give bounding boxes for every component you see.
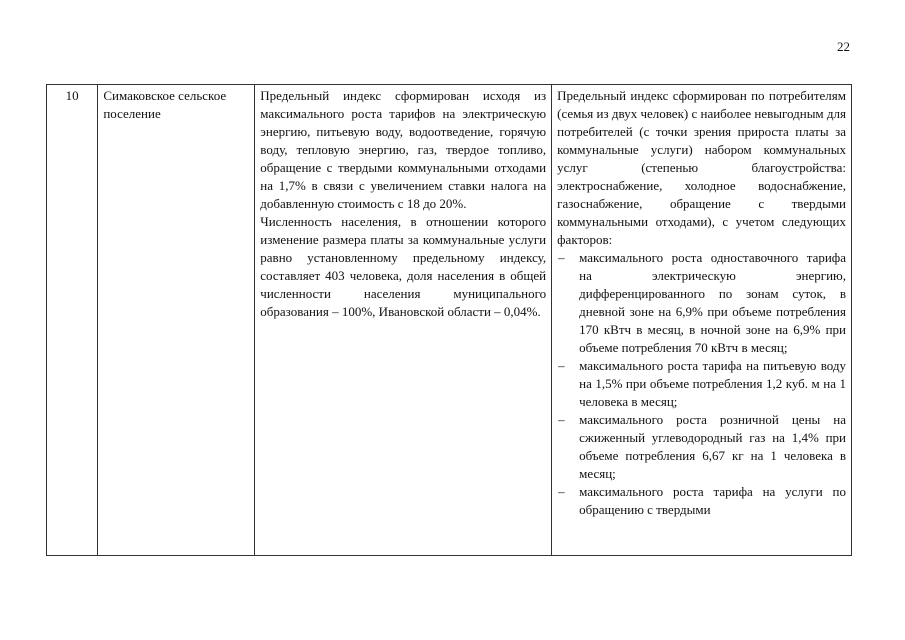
factor-text: максимального роста розничной цены на сжиженный углеводородный газ на 1,4% при объеме потребления 6,67 кг на 1 человека в месяц;	[579, 412, 846, 481]
row-number-cell: 10	[47, 85, 98, 556]
list-item	[557, 483, 846, 519]
factors-list	[557, 249, 846, 519]
population-paragraph: Численность населения, в отношении которого изменение размера платы за коммунальные услуги равно установленному предельному индексу, составляет 403 человека, доля населения в общей численности населения муниципального образования – 100%, Ивановской области – 0,04%.	[260, 214, 547, 319]
list-dash: –	[558, 412, 565, 427]
settlement-name-cell: Симаковское сельское поселение	[98, 85, 255, 556]
factor-text: максимального роста тарифа на питьевую воду на 1,5% при объеме потребления 1,2 куб. м на 1 человека в месяц;	[579, 358, 846, 409]
factor-text: максимального роста тарифа на услуги по обращению с твердыми	[579, 484, 846, 517]
list-dash: –	[558, 484, 565, 499]
list-dash: –	[558, 358, 565, 373]
tariff-index-table	[46, 84, 852, 556]
list-item	[557, 357, 846, 411]
justification-cell	[255, 85, 552, 556]
table-row	[47, 85, 852, 556]
list-item	[557, 249, 846, 357]
page-number: 22	[837, 39, 850, 54]
conditions-intro: Предельный индекс сформирован по потребителям (семья из двух человек) с наиболее невыгодным для потребителей (с точки зрения прироста платы за коммунальные услуги) набором коммунальных услуг (степенью благоустройства: электроснабжение, холодное водоснабжение, газоснабжение, обращение с твердыми коммунальными отходами), с учетом следующих факторов:	[557, 88, 846, 247]
list-dash: –	[558, 250, 565, 265]
factor-text: максимального роста одноставочного тарифа на электрическую энергию, дифференцированного по зонам суток, в дневной зоне на 6,9% при объеме потребления 170 кВтч в месяц, в ночной зоне на 6,9% при объеме потребления 70 кВтч в месяц;	[579, 250, 846, 355]
conditions-cell	[552, 85, 852, 556]
justification-paragraph: Предельный индекс сформирован исходя из максимального роста тарифов на электрическую энергию, питьевую воду, водоотведение, горячую воду, тепловую энергию, газ, твердое топливо, обращение с твердыми коммунальными отходами на 1,7% в связи с увеличением ставки налога на добавленную стоимость с 18 до 20%.	[260, 88, 547, 211]
list-item	[557, 411, 846, 483]
